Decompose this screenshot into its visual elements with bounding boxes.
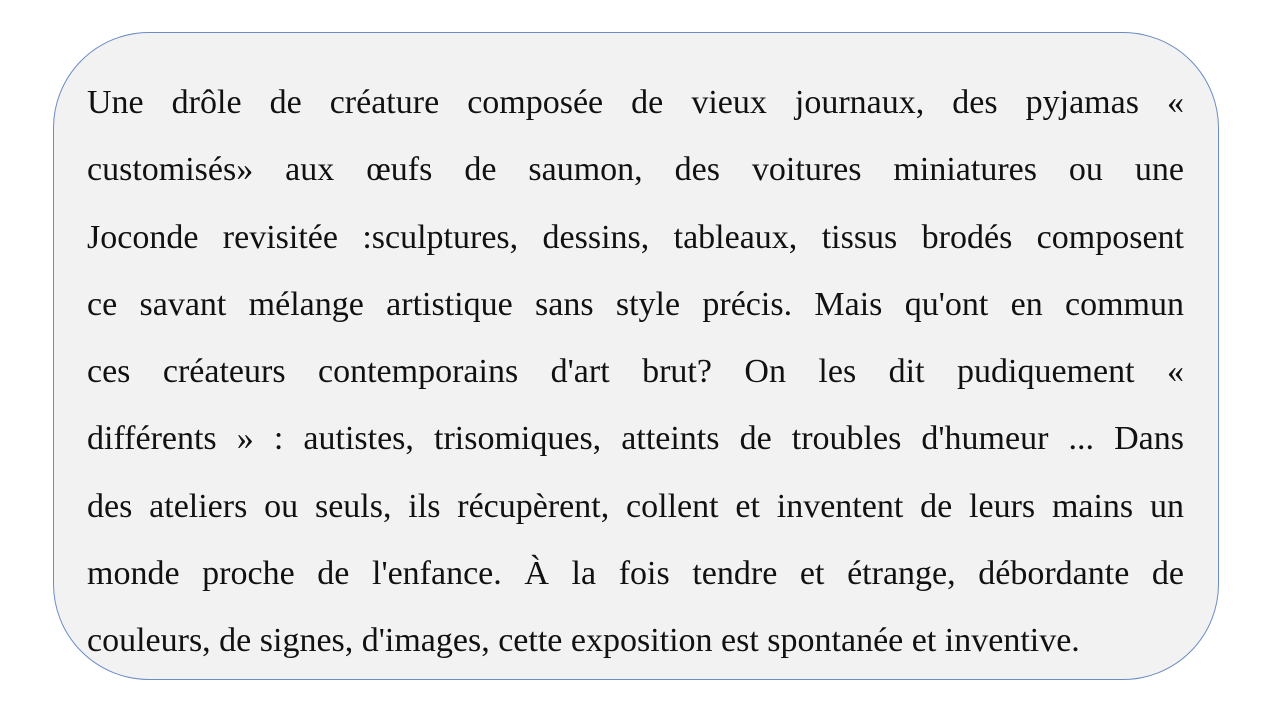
paragraph-line: Une drôle de créature composée de vieux journaux, des pyjamas « xyxy=(87,84,1184,121)
paragraph-line: Joconde revisitée :sculptures, dessins, tableaux, tissus brodés composent xyxy=(87,218,1184,256)
paragraph-line: différents » : autistes, trisomiques, atteints de troubles d'humeur ... Dans xyxy=(87,420,1184,458)
text-box xyxy=(53,32,1219,680)
paragraph xyxy=(87,69,1184,675)
paragraph-line: monde proche de l'enfance. À la fois tendre et étrange, débordante de xyxy=(87,555,1184,593)
paragraph-line: customisés» aux œufs de saumon, des voitures miniatures ou une xyxy=(87,151,1184,189)
paragraph-line: couleurs, de signes, d'images, cette exposition est spontanée et inventive. xyxy=(87,622,1080,660)
paragraph-line: ce savant mélange artistique sans style précis. Mais qu'ont en commun xyxy=(87,285,1184,323)
paragraph-line: des ateliers ou seuls, ils récupèrent, collent et inventent de leurs mains un xyxy=(87,487,1184,525)
paragraph-line: ces créateurs contemporains d'art brut? On les dit pudiquement « xyxy=(87,353,1184,391)
